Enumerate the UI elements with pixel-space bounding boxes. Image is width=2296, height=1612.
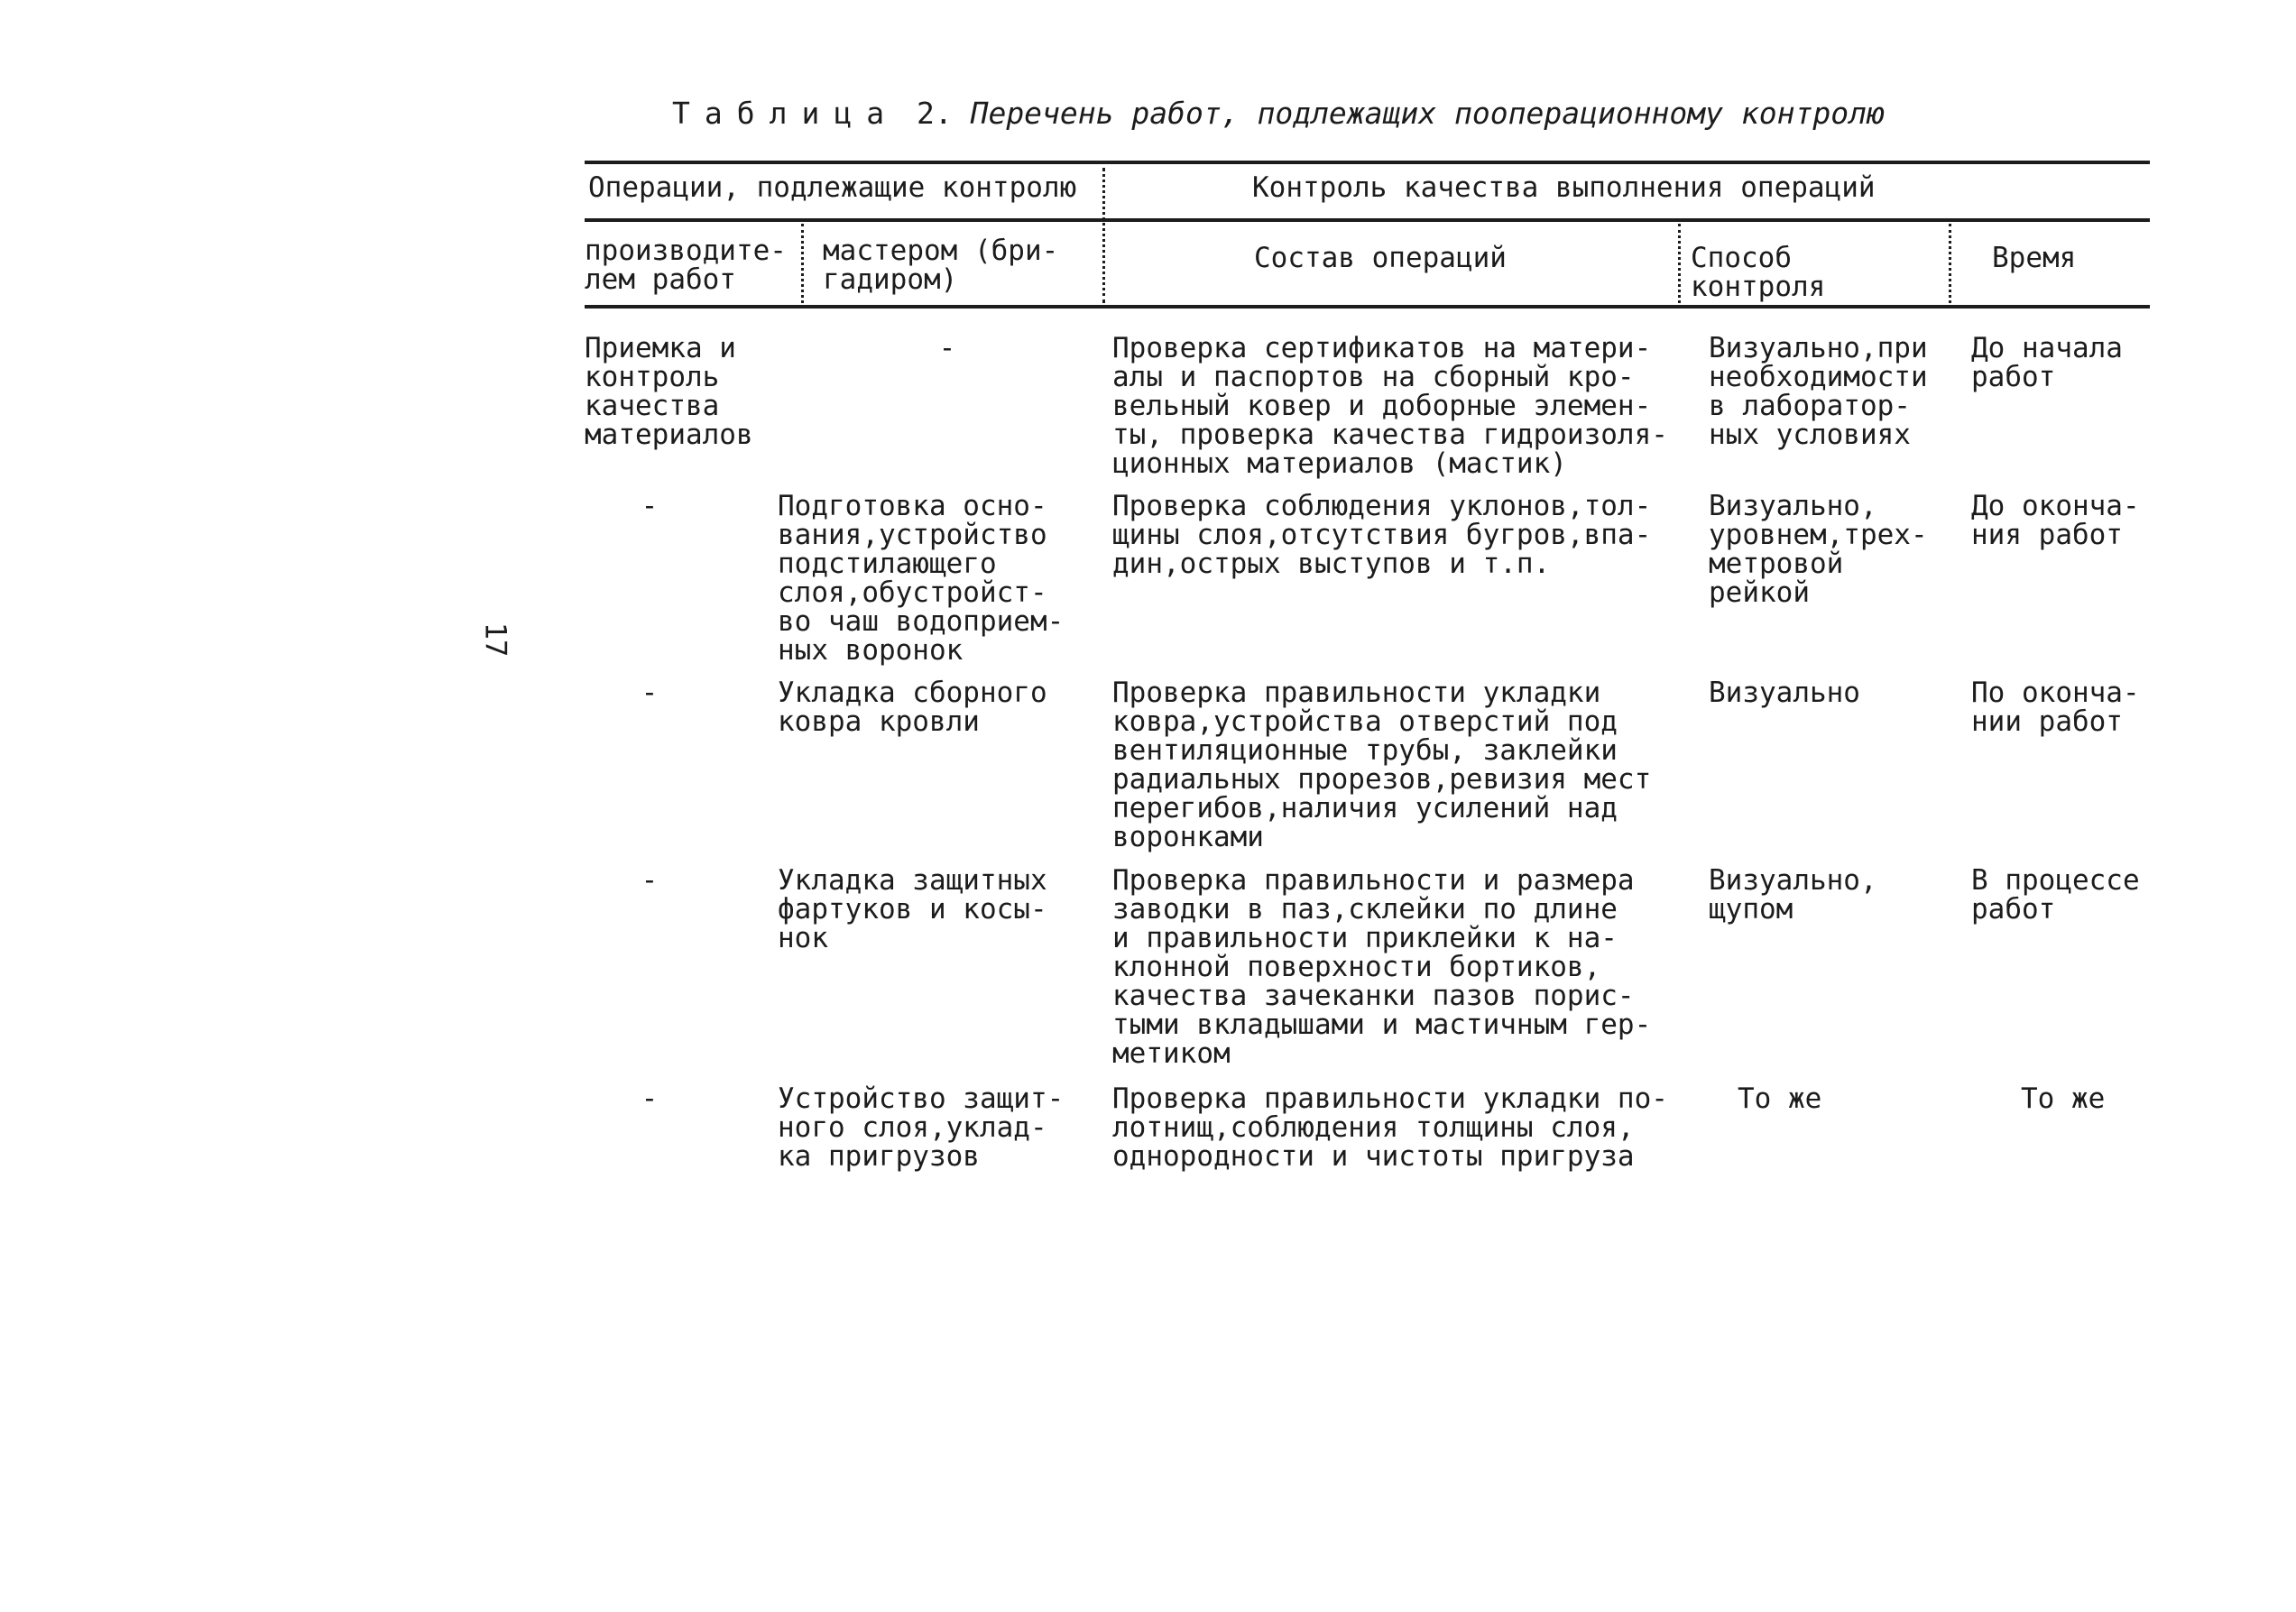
header-col-time: Время [1992, 242, 2077, 274]
table-top-rule [585, 161, 2150, 164]
table-caption [672, 96, 1989, 131]
row5-time: То же [2021, 1082, 2106, 1115]
row4-composition: Проверка правильности и размера заводки в паз,склейки по длине и правильности приклейки к на- клонной поверхности бортиков, качества зачеканки пазов порис- тыми вкладышами и мастичным гер- метиком [1112, 864, 1652, 1070]
header-separator-time [1949, 224, 1951, 303]
header-col-master: мастером (бри- гадиром) [823, 235, 1059, 296]
header-separator-producer [801, 224, 804, 303]
header-group-right: Контроль качества выполнения операций [1252, 171, 1876, 204]
caption-label: Таблица [672, 96, 899, 131]
row2-composition: Проверка соблюдения уклонов,тол- щины слоя,отсутствия бугров,впа- дин,острых выступов и т.п. [1112, 490, 1652, 580]
row4-producer: - [641, 864, 659, 897]
row4-master: Укладка защитных фартуков и косы- нок [778, 864, 1047, 954]
row3-time: По оконча- нии работ [1971, 677, 2140, 738]
row2-time: До оконча- ния работ [1971, 490, 2140, 551]
row2-producer: - [641, 490, 659, 522]
header-bottom-rule [585, 305, 2150, 309]
row1-master: - [938, 332, 956, 364]
caption-title: Перечень работ, подлежащих пооперационному контролю [970, 96, 1885, 131]
header-col-producer: производите- лем работ [585, 235, 787, 296]
row2-method: Визуально, уровнем,трех- метровой рейкой [1709, 490, 1928, 609]
row5-method: То же [1738, 1082, 1822, 1115]
row1-time: До начала работ [1971, 332, 2123, 393]
caption-number: 2. [916, 96, 953, 131]
header-mid-rule [585, 218, 2150, 222]
row4-method: Визуально, щупом [1709, 864, 1877, 926]
row5-master: Устройство защит- ного слоя,уклад- ка пригрузов [778, 1082, 1065, 1173]
row3-method: Визуально [1709, 677, 1860, 709]
row2-master: Подготовка осно- вания,устройство подстилающего слоя,обустройст- во чаш водоприем- ных воронок [778, 490, 1065, 667]
row5-producer: - [641, 1082, 659, 1115]
row3-master: Укладка сборного ковра кровли [778, 677, 1047, 738]
page-number: 17 [478, 622, 513, 658]
header-group-left: Операции, подлежащие контролю [588, 171, 1077, 204]
header-col-composition: Состав операций [1254, 242, 1507, 274]
row1-composition: Проверка сертификатов на матери- алы и паспортов на сборный кро- вельный ковер и доборные элемен- ты, проверка качества гидроизоля- ционных материалов (мастик) [1112, 332, 1668, 480]
row3-composition: Проверка правильности укладки ковра,устройства отверстий под вентиляционные трубы, заклейки радиальных прорезов,ревизия мест перегибов,наличия усилений над воронками [1112, 677, 1652, 853]
header-separator-method [1678, 224, 1681, 303]
header-separator-group [1102, 168, 1105, 303]
row3-producer: - [641, 677, 659, 709]
row5-composition: Проверка правильности укладки по- лотнищ,соблюдения толщины слоя, однородности и чистоты пригруза [1112, 1082, 1668, 1173]
row1-producer: Приемка и контроль качества материалов [585, 332, 753, 451]
header-col-method: Способ контроля [1691, 242, 1826, 303]
row1-method: Визуально,при необходимости в лаборатор- ных условиях [1709, 332, 1928, 451]
row4-time: В процессе работ [1971, 864, 2140, 926]
